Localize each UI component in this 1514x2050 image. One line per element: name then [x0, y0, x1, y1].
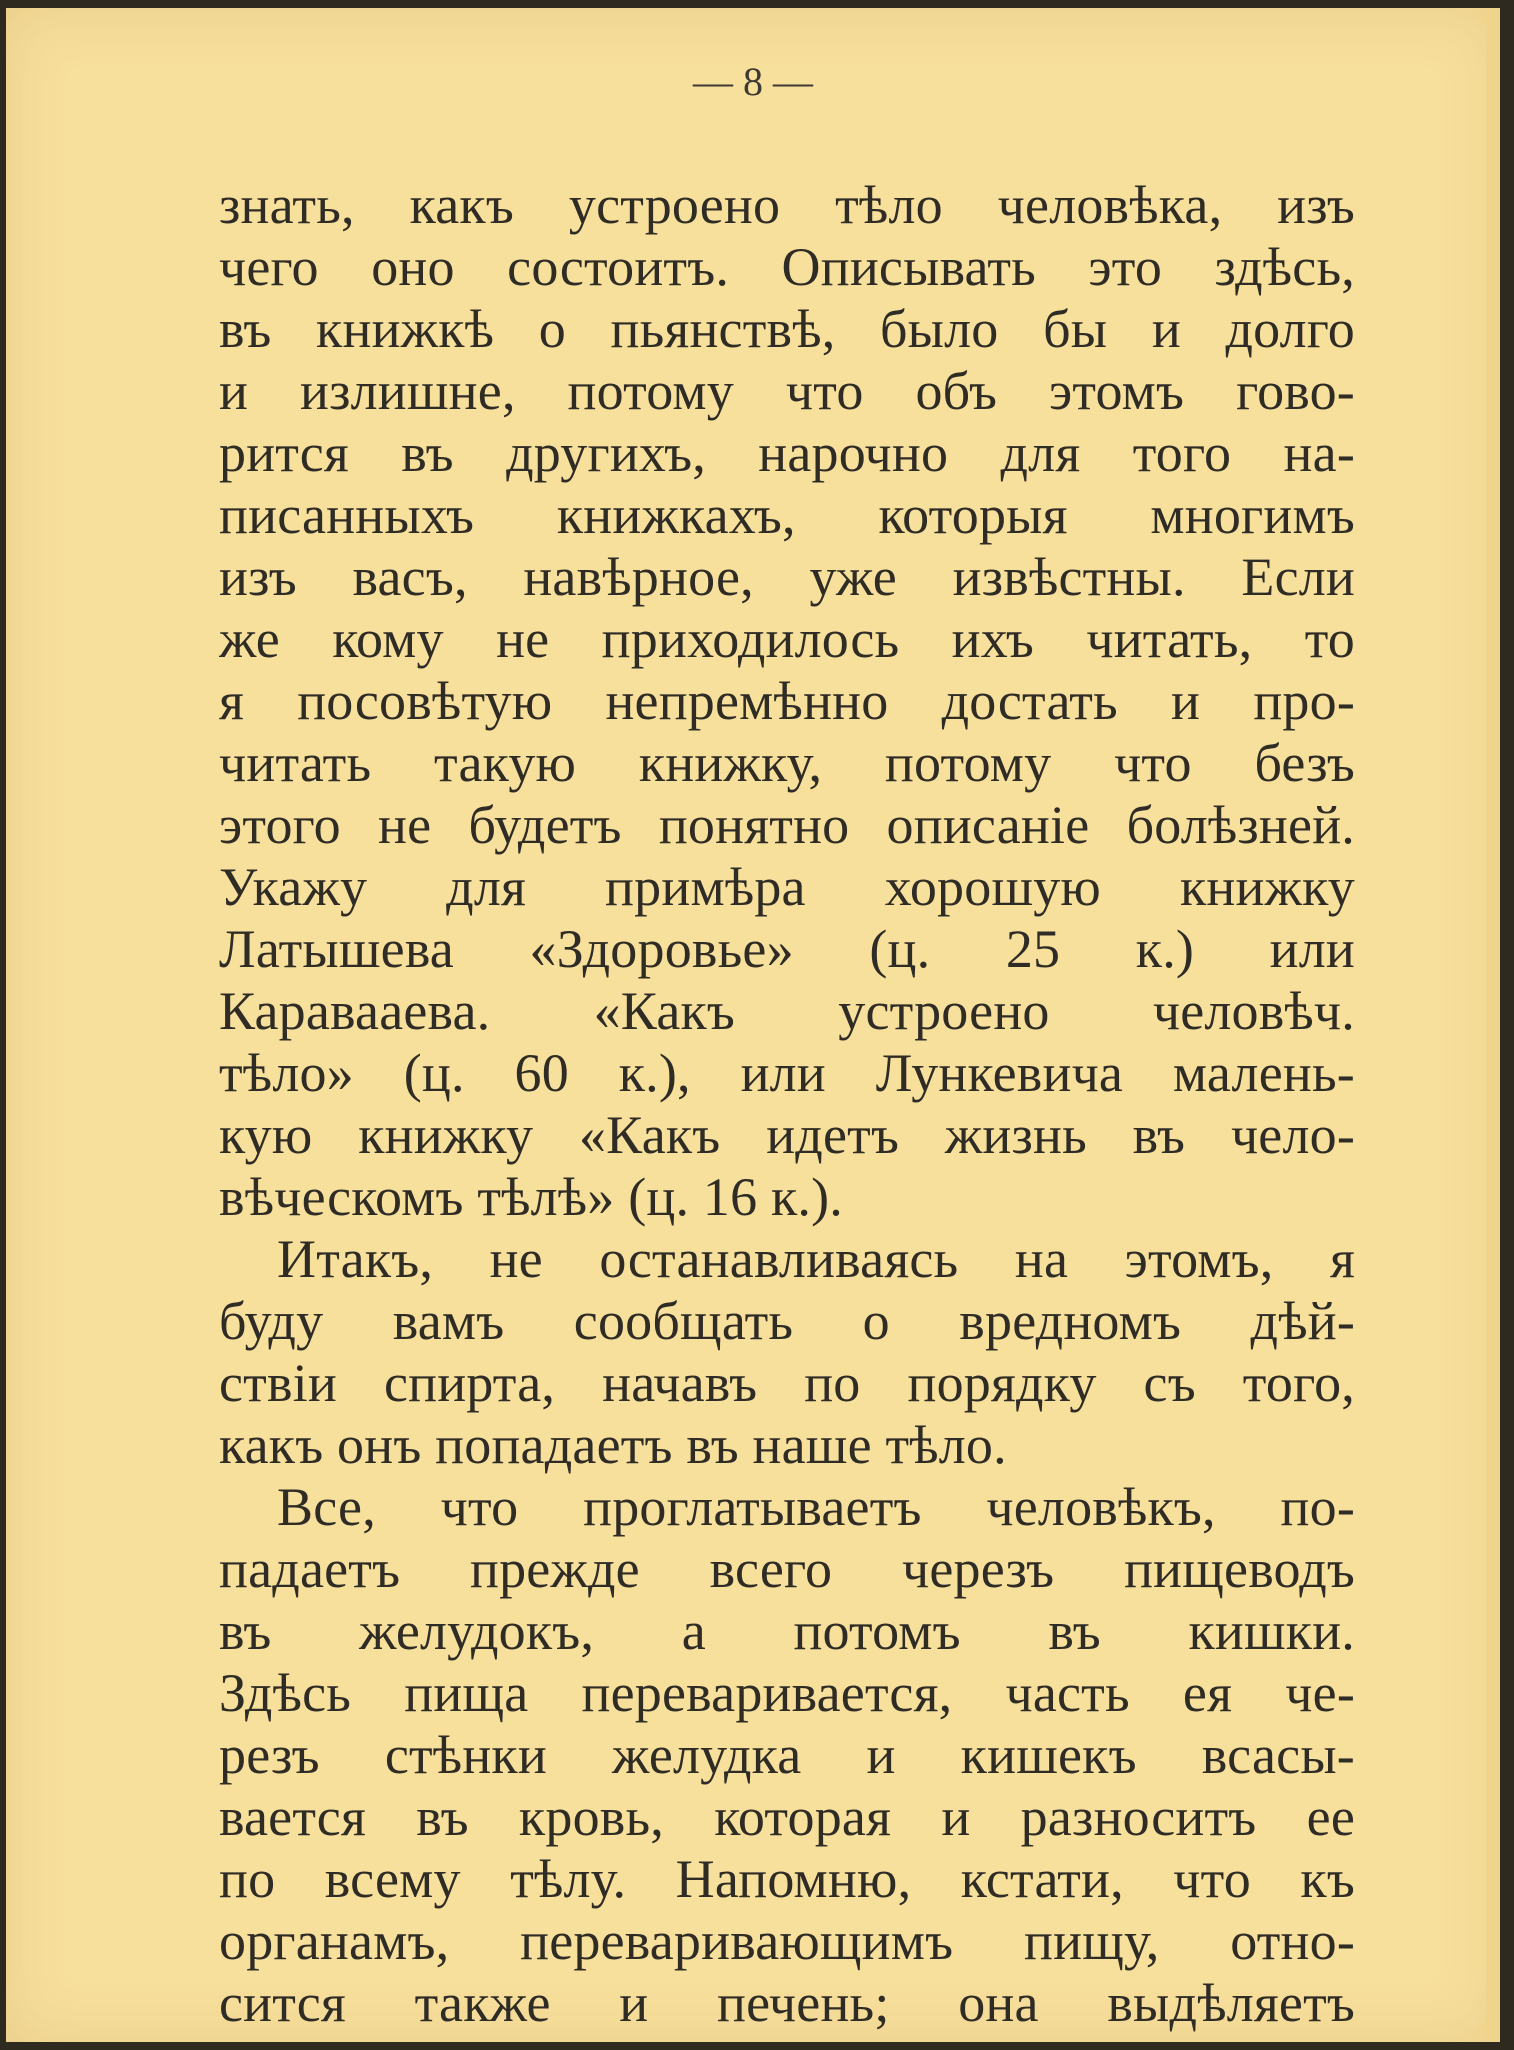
text-line: же кому не приходилось ихъ читать, то: [219, 609, 1355, 669]
text-line: буду вамъ сообщать о вредномъ дѣй-: [219, 1291, 1355, 1351]
text-line: этого не будетъ понятно описанiе болѣзней.: [219, 795, 1355, 855]
text-line: по всему тѣлу. Напомню, кстати, что къ: [219, 1849, 1355, 1909]
text-line: кую книжку «Какъ идетъ жизнь въ чело-: [219, 1105, 1355, 1165]
text-line: писанныхъ книжкахъ, которыя многимъ: [219, 485, 1355, 545]
page-edge: [1486, 8, 1500, 2042]
text-line: Итакъ, не останавливаясь на этомъ, я: [277, 1229, 1355, 1289]
text-line: вается въ кровь, которая и разноситъ ее: [219, 1787, 1355, 1847]
text-line: рится въ другихъ, нарочно для того на-: [219, 423, 1355, 483]
page-number: — 8 —: [693, 59, 813, 104]
text-line: читать такую книжку, потому что безъ: [219, 733, 1355, 793]
text-line: знать, какъ устроено тѣло человѣка, изъ: [219, 175, 1355, 235]
text-line: въ желудокъ, а потомъ въ кишки.: [219, 1601, 1355, 1661]
body-text: [219, 174, 1355, 2034]
text-line: Все, что проглатываетъ человѣкъ, по-: [277, 1477, 1355, 1537]
text-line: органамъ, переваривающимъ пищу, отно-: [219, 1911, 1355, 1971]
text-line: Латышева «Здоровье» (ц. 25 к.) или: [219, 919, 1355, 979]
text-line: Укажу для примѣра хорошую книжку: [219, 857, 1355, 917]
text-line: какъ онъ попадаетъ въ наше тѣло.: [219, 1415, 1007, 1475]
text-line: вѣческомъ тѣлѣ» (ц. 16 к.).: [219, 1167, 844, 1227]
text-line: сится также и печень; она выдѣляетъ: [219, 1973, 1355, 2033]
text-line: и излишне, потому что объ этомъ гово-: [219, 361, 1355, 421]
text-line: изъ васъ, навѣрное, уже извѣстны. Если: [219, 547, 1355, 607]
text-line: Здѣсь пища переваривается, часть ея че-: [219, 1663, 1355, 1723]
text-line: я посовѣтую непремѣнно достать и про-: [219, 671, 1355, 731]
text-line: Каравааева. «Какъ устроено человѣч.: [219, 981, 1355, 1041]
text-line: ствiи спирта, начавъ по порядку съ того,: [219, 1353, 1355, 1413]
text-line: тѣло» (ц. 60 к.), или Лункевича малень-: [219, 1043, 1355, 1103]
book-page: [6, 8, 1500, 2042]
text-line: въ книжкѣ о пьянствѣ, было бы и долго: [219, 299, 1355, 359]
text-line: резъ стѣнки желудка и кишекъ всасы-: [219, 1725, 1355, 1785]
text-line: чего оно состоитъ. Описывать это здѣсь,: [219, 237, 1355, 297]
text-line: падаетъ прежде всего черезъ пищеводъ: [219, 1539, 1355, 1599]
